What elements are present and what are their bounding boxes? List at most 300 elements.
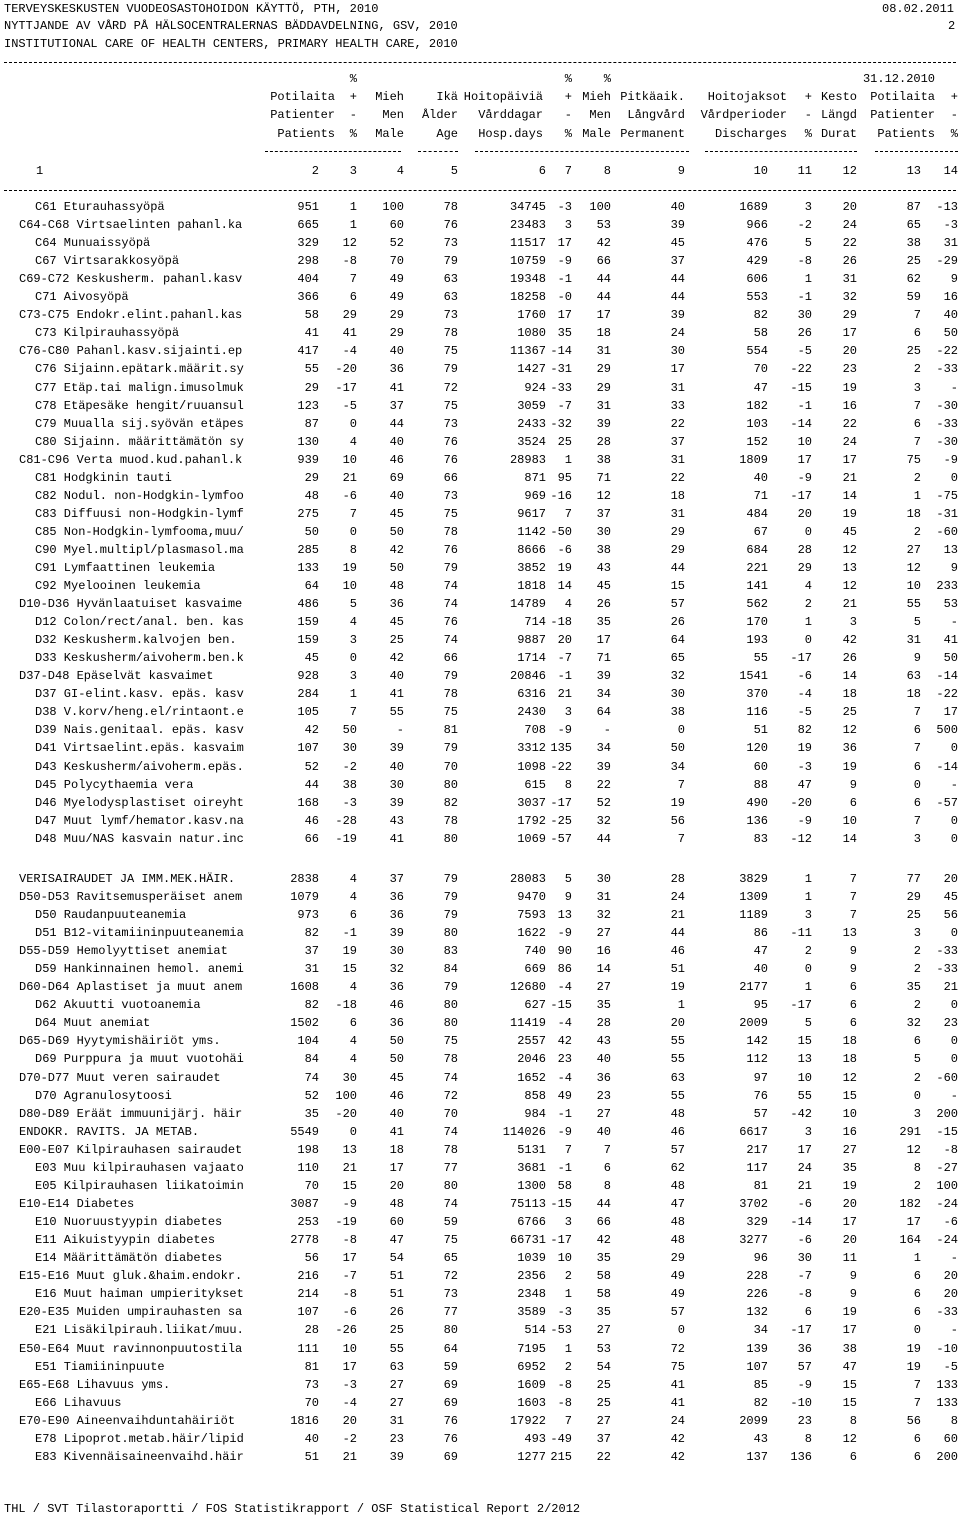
table-cell: 66 xyxy=(304,832,319,846)
table-cell: 25 xyxy=(906,344,921,358)
table-cell: -75 xyxy=(936,489,958,503)
table-cell: 133 xyxy=(936,1396,958,1410)
table-cell: 38 xyxy=(596,543,611,557)
table-cell: 24 xyxy=(670,890,685,904)
table-cell: 10 xyxy=(557,1251,572,1265)
row-label: E78 Lipoprot.metab.häir/lipid xyxy=(35,1432,244,1446)
table-row xyxy=(0,234,960,252)
table-cell: 35 xyxy=(557,326,572,340)
table-cell: 6 xyxy=(913,326,921,340)
table-cell: -17 xyxy=(790,651,812,665)
table-cell: 34745 xyxy=(509,200,546,214)
table-cell: 5 xyxy=(564,872,572,886)
table-cell: -57 xyxy=(550,832,572,846)
table-cell: 0 xyxy=(950,926,958,940)
table-row xyxy=(0,270,960,288)
table-cell: 46 xyxy=(389,453,404,467)
table-cell: 59 xyxy=(906,290,921,304)
table-cell: 117 xyxy=(746,1161,768,1175)
table-cell: 291 xyxy=(899,1125,921,1139)
table-cell: 10 xyxy=(797,1071,812,1085)
table-cell: 29 xyxy=(670,1251,685,1265)
row-label: D32 Keskusherm.kalvojen ben. xyxy=(35,633,237,647)
table-cell: 19 xyxy=(342,944,357,958)
table-cell: -1 xyxy=(557,669,572,683)
table-row xyxy=(0,960,960,978)
table-cell: 44 xyxy=(670,561,685,575)
table-row xyxy=(0,1412,960,1430)
table-cell: 51 xyxy=(670,962,685,976)
column-header-line xyxy=(0,106,960,124)
table-cell: 1502 xyxy=(290,1016,319,1030)
table-cell: 36 xyxy=(389,890,404,904)
table-cell: 0 xyxy=(950,1052,958,1066)
table-cell: 19 xyxy=(842,1305,857,1319)
table-cell: 11 xyxy=(842,1251,857,1265)
table-cell: 19 xyxy=(797,741,812,755)
table-cell: 18 xyxy=(389,1143,404,1157)
table-cell: 64 xyxy=(304,579,319,593)
table-cell: 39 xyxy=(670,308,685,322)
table-cell: 41 xyxy=(670,1378,685,1392)
row-label: D39 Nais.genitaal. epäs. kasv xyxy=(35,723,244,737)
table-cell: 20 xyxy=(842,1233,857,1247)
table-cell: -24 xyxy=(936,1197,958,1211)
table-cell: 9 xyxy=(849,962,857,976)
table-cell: -50 xyxy=(550,525,572,539)
table-cell: 1069 xyxy=(517,832,546,846)
table-cell: 45 xyxy=(596,579,611,593)
table-cell: 34 xyxy=(596,741,611,755)
table-cell: 159 xyxy=(297,615,319,629)
table-cell: 0 xyxy=(950,471,958,485)
table-cell: 81 xyxy=(753,1179,768,1193)
table-cell: -30 xyxy=(936,435,958,449)
table-cell: 14 xyxy=(842,832,857,846)
table-cell: 5 xyxy=(913,1052,921,1066)
table-cell: 1309 xyxy=(739,890,768,904)
table-cell: 29 xyxy=(389,326,404,340)
table-cell: 39 xyxy=(389,741,404,755)
table-cell: 554 xyxy=(746,344,768,358)
table-cell: 54 xyxy=(596,1360,611,1374)
table-cell: 1427 xyxy=(517,362,546,376)
column-number: 8 xyxy=(603,164,611,178)
table-cell: 44 xyxy=(596,290,611,304)
table-cell: 28 xyxy=(596,435,611,449)
table-cell: 32 xyxy=(670,669,685,683)
table-cell: 71 xyxy=(753,489,768,503)
table-cell: 8 xyxy=(564,778,572,792)
table-cell: 83 xyxy=(753,832,768,846)
table-cell: -8 xyxy=(342,1287,357,1301)
table-cell: 69 xyxy=(443,1378,458,1392)
table-cell: -9 xyxy=(797,471,812,485)
table-cell: 15 xyxy=(670,579,685,593)
table-cell: 82 xyxy=(753,1396,768,1410)
table-cell: 1098 xyxy=(517,760,546,774)
table-cell: 120 xyxy=(746,741,768,755)
row-label: D70-D77 Muut veren sairaudet xyxy=(19,1071,221,1085)
table-cell: 1 xyxy=(913,489,921,503)
table-cell: 100 xyxy=(335,1089,357,1103)
table-cell: 951 xyxy=(297,200,319,214)
row-label: E21 Lisäkilpirauh.liikat/muu. xyxy=(35,1323,244,1337)
table-cell: 500 xyxy=(936,723,958,737)
table-cell: 55 xyxy=(670,1089,685,1103)
table-cell: -14 xyxy=(936,669,958,683)
table-cell: 137 xyxy=(746,1450,768,1464)
table-cell: 1714 xyxy=(517,651,546,665)
row-label: D37-D48 Epäselvät kasvaimet xyxy=(19,669,214,683)
table-cell: 42 xyxy=(670,1432,685,1446)
table-cell: 50 xyxy=(389,1034,404,1048)
row-label: E14 Määrittämätön diabetes xyxy=(35,1251,223,1265)
row-label: E83 Kivennäisaineenvaihd.häir xyxy=(35,1450,244,1464)
table-cell: 50 xyxy=(389,1052,404,1066)
table-cell: 30 xyxy=(342,741,357,755)
column-number: 10 xyxy=(753,164,768,178)
table-cell: 1609 xyxy=(517,1378,546,1392)
table-cell: -27 xyxy=(936,1161,958,1175)
table-row xyxy=(0,1087,960,1105)
column-number: 5 xyxy=(450,164,458,178)
table-cell: 36 xyxy=(842,741,857,755)
table-cell: 3852 xyxy=(517,561,546,575)
table-cell: 9 xyxy=(950,561,958,575)
table-row xyxy=(0,360,960,378)
column-number-row xyxy=(0,162,960,180)
table-cell: 3037 xyxy=(517,796,546,810)
table-cell: -22 xyxy=(936,344,958,358)
table-cell: 27 xyxy=(596,980,611,994)
table-cell: 34 xyxy=(596,687,611,701)
column-group-underline xyxy=(418,151,458,152)
table-cell: 31 xyxy=(842,272,857,286)
table-cell: 1652 xyxy=(517,1071,546,1085)
table-cell: 77 xyxy=(906,872,921,886)
table-cell: 8 xyxy=(950,1414,958,1428)
table-cell: 15 xyxy=(342,1179,357,1193)
table-cell: 29 xyxy=(596,362,611,376)
table-cell: 6 xyxy=(349,290,357,304)
table-cell: 30 xyxy=(797,1251,812,1265)
table-cell: 29 xyxy=(389,308,404,322)
table-cell: 4 xyxy=(349,1052,357,1066)
table-cell: 42 xyxy=(389,651,404,665)
table-cell: -3 xyxy=(943,218,958,232)
table-cell: 51 xyxy=(389,1287,404,1301)
table-cell: 56 xyxy=(670,814,685,828)
table-cell: 9 xyxy=(564,890,572,904)
table-cell: 62 xyxy=(906,272,921,286)
column-header-cell: 31.12.2010 xyxy=(862,72,935,86)
table-cell: 26 xyxy=(842,651,857,665)
column-group-underline xyxy=(705,151,857,152)
column-header-cell: Patients xyxy=(877,127,935,141)
table-cell: 14 xyxy=(557,579,572,593)
table-cell: 22 xyxy=(670,417,685,431)
table-cell: 49 xyxy=(557,1089,572,1103)
table-cell: 1 xyxy=(564,1287,572,1301)
table-cell: 2099 xyxy=(739,1414,768,1428)
table-cell: 3 xyxy=(349,633,357,647)
table-row xyxy=(0,924,960,942)
table-cell: 1622 xyxy=(517,926,546,940)
row-label: D60-D64 Aplastiset ja muut anem xyxy=(19,980,243,994)
table-cell: 3 xyxy=(913,926,921,940)
table-cell: 27 xyxy=(389,1378,404,1392)
table-cell: 110 xyxy=(297,1161,319,1175)
table-cell: 51 xyxy=(389,1269,404,1283)
row-label: E10-E14 Diabetes xyxy=(19,1197,135,1211)
table-cell: 84 xyxy=(304,1052,319,1066)
table-cell: 46 xyxy=(389,1089,404,1103)
table-cell: 79 xyxy=(443,254,458,268)
table-cell: -3 xyxy=(342,1378,357,1392)
table-cell: 2046 xyxy=(517,1052,546,1066)
table-cell: 28983 xyxy=(509,453,546,467)
table-cell: 8 xyxy=(603,1179,611,1193)
column-header-cell: Patients xyxy=(277,127,335,141)
table-cell: 17 xyxy=(797,453,812,467)
table-row xyxy=(0,1014,960,1032)
table-cell: 6 xyxy=(913,1269,921,1283)
table-cell: 40 xyxy=(596,1052,611,1066)
table-cell: 7 xyxy=(349,705,357,719)
table-cell: 25 xyxy=(842,705,857,719)
table-cell: 10 xyxy=(342,1342,357,1356)
table-row xyxy=(0,577,960,595)
table-cell: 47 xyxy=(797,778,812,792)
table-cell: 42 xyxy=(557,1034,572,1048)
table-cell: 17 xyxy=(557,308,572,322)
table-row xyxy=(0,776,960,794)
table-cell: 6 xyxy=(349,908,357,922)
table-cell: 0 xyxy=(349,1125,357,1139)
table-cell: 627 xyxy=(524,998,546,1012)
table-cell: 40 xyxy=(389,435,404,449)
table-cell: 75 xyxy=(906,453,921,467)
table-cell: 32 xyxy=(596,814,611,828)
table-cell: 24 xyxy=(670,1414,685,1428)
table-cell: 105 xyxy=(297,705,319,719)
table-cell: 858 xyxy=(524,1089,546,1103)
table-row xyxy=(0,559,960,577)
table-cell: 27 xyxy=(596,926,611,940)
table-cell: 15 xyxy=(842,1089,857,1103)
table-cell: 366 xyxy=(297,290,319,304)
table-cell: 6 xyxy=(913,796,921,810)
table-cell: 20 xyxy=(842,1197,857,1211)
table-cell: -25 xyxy=(550,814,572,828)
table-cell: 85 xyxy=(753,1378,768,1392)
table-row xyxy=(0,758,960,776)
table-cell: 14789 xyxy=(509,597,546,611)
table-cell: 41 xyxy=(304,326,319,340)
table-cell: 1039 xyxy=(517,1251,546,1265)
table-cell: 37 xyxy=(670,435,685,449)
table-cell: 3 xyxy=(564,218,572,232)
table-cell: 76 xyxy=(443,1414,458,1428)
table-cell: 17 xyxy=(906,1215,921,1229)
table-cell: -60 xyxy=(936,1071,958,1085)
table-cell: 45 xyxy=(389,615,404,629)
table-cell: 18 xyxy=(596,326,611,340)
table-cell: 42 xyxy=(596,1233,611,1247)
row-label: D55-D59 Hemolyyttiset anemiat xyxy=(19,944,228,958)
table-cell: 0 xyxy=(349,525,357,539)
row-label: C81-C96 Verta muod.kud.pahanl.k xyxy=(19,453,243,467)
row-label: C73-C75 Endokr.elint.pahanl.kas xyxy=(19,308,243,322)
table-cell: -20 xyxy=(790,796,812,810)
table-cell: 25 xyxy=(389,633,404,647)
table-cell: 740 xyxy=(524,944,546,958)
table-cell: 17 xyxy=(596,633,611,647)
table-cell: 31 xyxy=(670,381,685,395)
table-cell: 8 xyxy=(349,543,357,557)
table-cell: 58 xyxy=(596,1269,611,1283)
table-row xyxy=(0,830,960,848)
table-row xyxy=(0,978,960,996)
table-cell: -26 xyxy=(335,1323,357,1337)
header-divider-bottom xyxy=(4,190,956,191)
table-cell: 50 xyxy=(670,741,685,755)
table-cell: 2348 xyxy=(517,1287,546,1301)
table-cell: 24 xyxy=(670,326,685,340)
table-cell: 18 xyxy=(906,507,921,521)
table-cell: 1080 xyxy=(517,326,546,340)
table-cell: 66 xyxy=(596,1215,611,1229)
table-cell: 984 xyxy=(524,1107,546,1121)
table-cell: 86 xyxy=(753,926,768,940)
table-cell: 80 xyxy=(443,998,458,1012)
table-cell: -17 xyxy=(790,1323,812,1337)
table-cell: 58 xyxy=(557,1179,572,1193)
table-cell: 21 xyxy=(342,1450,357,1464)
table-cell: 36 xyxy=(389,908,404,922)
table-cell: 31 xyxy=(906,633,921,647)
table-cell: 55 xyxy=(304,362,319,376)
table-cell: 50 xyxy=(342,723,357,737)
table-cell: 0 xyxy=(349,417,357,431)
table-cell: 0 xyxy=(950,741,958,755)
column-header-cell: % xyxy=(564,72,572,86)
row-label: C82 Nodul. non-Hodgkin-lymfoo xyxy=(35,489,244,503)
table-cell: 43 xyxy=(596,561,611,575)
table-cell: 253 xyxy=(297,1215,319,1229)
table-cell: 80 xyxy=(443,832,458,846)
table-cell: 2433 xyxy=(517,417,546,431)
table-cell: 48 xyxy=(670,1215,685,1229)
column-header-cell: Patienter xyxy=(870,108,935,122)
table-cell: 4 xyxy=(804,579,812,593)
table-cell: 53 xyxy=(596,218,611,232)
table-cell: 78 xyxy=(443,525,458,539)
table-cell: 37 xyxy=(304,944,319,958)
table-cell: 29 xyxy=(596,381,611,395)
table-cell: 200 xyxy=(936,1450,958,1464)
table-cell: 8 xyxy=(849,1414,857,1428)
table-cell: 75 xyxy=(443,399,458,413)
table-cell: 40 xyxy=(304,1432,319,1446)
table-cell: 39 xyxy=(596,417,611,431)
table-cell: 82 xyxy=(304,998,319,1012)
table-cell: 684 xyxy=(746,543,768,557)
table-cell: 37 xyxy=(596,507,611,521)
table-cell: -6 xyxy=(342,1305,357,1319)
table-cell: 3524 xyxy=(517,435,546,449)
table-cell: 928 xyxy=(297,669,319,683)
table-cell: 1809 xyxy=(739,453,768,467)
table-cell: 6 xyxy=(849,1450,857,1464)
table-cell: 82 xyxy=(753,308,768,322)
table-cell: 48 xyxy=(670,1179,685,1193)
table-cell: 116 xyxy=(746,705,768,719)
table-cell: 41 xyxy=(389,1125,404,1139)
table-cell: 50 xyxy=(943,326,958,340)
table-cell: -30 xyxy=(936,399,958,413)
column-number: 6 xyxy=(538,164,546,178)
table-cell: 25 xyxy=(596,1396,611,1410)
table-cell: 2557 xyxy=(517,1034,546,1048)
table-cell: 1603 xyxy=(517,1396,546,1410)
table-cell: 79 xyxy=(443,741,458,755)
table-cell: 19 xyxy=(906,1342,921,1356)
table-cell: 29 xyxy=(670,543,685,557)
table-cell: 71 xyxy=(596,471,611,485)
row-label: D37 GI-elint.kasv. epäs. kasv xyxy=(35,687,244,701)
row-label: D50-D53 Ravitsemusperäiset anem xyxy=(19,890,243,904)
table-cell: 1689 xyxy=(739,200,768,214)
table-cell: 7 xyxy=(913,399,921,413)
row-label: C91 Lymfaattinen leukemia xyxy=(35,561,216,575)
table-cell: 159 xyxy=(297,633,319,647)
table-cell: 75 xyxy=(443,1034,458,1048)
table-cell: 26 xyxy=(596,597,611,611)
table-cell: -33 xyxy=(936,1305,958,1319)
table-cell: 13 xyxy=(342,1143,357,1157)
table-cell: 429 xyxy=(746,254,768,268)
table-cell: 28 xyxy=(797,543,812,557)
table-cell: 38 xyxy=(670,705,685,719)
table-cell: 114026 xyxy=(502,1125,546,1139)
table-cell: 606 xyxy=(746,272,768,286)
row-label: D46 Myelodysplastiset oireyht xyxy=(35,796,244,810)
table-cell: 25 xyxy=(389,1323,404,1337)
table-cell: -19 xyxy=(335,1215,357,1229)
table-cell: 52 xyxy=(596,796,611,810)
table-cell: - xyxy=(396,723,404,737)
table-row xyxy=(0,433,960,451)
table-cell: 25 xyxy=(557,435,572,449)
row-label: D69 Purppura ja muut vuotohäi xyxy=(35,1052,244,1066)
table-cell: 8 xyxy=(913,1161,921,1175)
table-cell: 6766 xyxy=(517,1215,546,1229)
table-cell: 27 xyxy=(389,1396,404,1410)
table-cell: 25 xyxy=(906,908,921,922)
table-cell: -20 xyxy=(335,1107,357,1121)
table-cell: -1 xyxy=(797,399,812,413)
table-cell: 88 xyxy=(753,778,768,792)
table-cell: 13 xyxy=(797,1052,812,1066)
table-cell: 74 xyxy=(443,633,458,647)
table-cell: 2838 xyxy=(290,872,319,886)
table-cell: 2430 xyxy=(517,705,546,719)
table-cell: 63 xyxy=(443,290,458,304)
table-cell: 4 xyxy=(564,597,572,611)
row-label: E66 Lihavuus xyxy=(35,1396,122,1410)
